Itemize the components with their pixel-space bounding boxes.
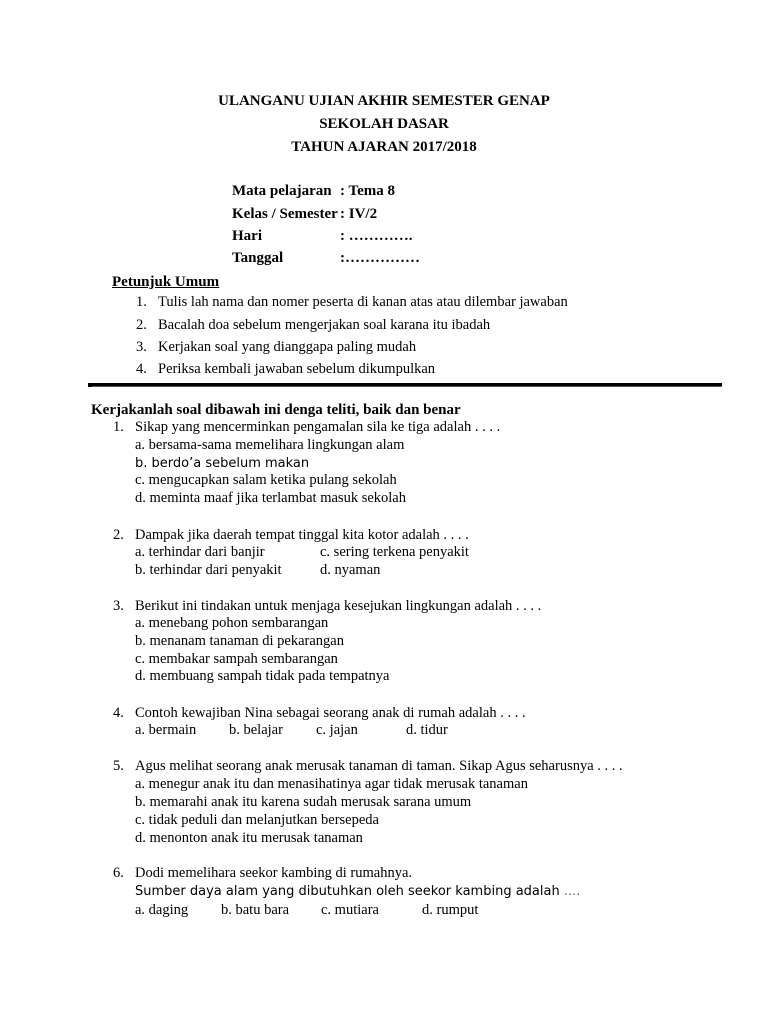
info-day (232, 228, 413, 245)
option-a: a. bermain (135, 722, 197, 738)
info-value: : Tema 8 (340, 183, 396, 199)
info-value: : …………. (340, 228, 413, 244)
instruction-item: 1. Tulis lah nama dan nomer peserta di kanan atas atau dilembar jawaban (136, 294, 568, 310)
question-6-continued: Sumber daya alam yang dibutuhkan oleh seekor kambing adalah .... (135, 884, 581, 899)
info-value: : IV/2 (340, 206, 378, 222)
option-b: b. menanam tanaman di pekarangan (135, 633, 344, 649)
question-1: 1. Sikap yang mencerminkan pengamalan sila ke tiga adalah . . . . (113, 419, 501, 435)
academic-year: TAHUN AJARAN 2017/2018 (291, 139, 477, 155)
info-label: Tanggal (232, 250, 284, 266)
school-level: SEKOLAH DASAR (319, 116, 449, 132)
option-b: b. batu bara (221, 902, 290, 918)
option-c: c. mengucapkan salam ketika pulang sekolah (135, 472, 397, 488)
option-d: d. meminta maaf jika terlambat masuk sekolah (135, 490, 406, 506)
info-label: Kelas / Semester (232, 206, 338, 222)
instruction-item: 4. Periksa kembali jawaban sebelum dikumpulkan (136, 361, 436, 377)
option-c: c. membakar sampah sembarangan (135, 651, 338, 667)
info-label: Mata pelajaran (232, 183, 332, 199)
question-2: 2. Dampak jika daerah tempat tinggal kita kotor adalah . . . . (113, 527, 469, 543)
question-6: 6. Dodi memelihara seekor kambing di rumahnya. (113, 865, 413, 881)
option-d: d. tidur (406, 722, 448, 738)
option-d: d. rumput (422, 902, 479, 918)
info-value: :…………… (340, 250, 420, 266)
info-label: Hari (232, 228, 262, 244)
section-title: Kerjakanlah soal dibawah ini denga teliti, baik dan benar (91, 402, 461, 418)
divider-shadow (92, 386, 722, 387)
info-date (232, 250, 420, 267)
option-b: b. berdo’a sebelum makan (135, 456, 310, 471)
instruction-item: 2. Bacalah doa sebelum mengerjakan soal karana itu ibadah (136, 317, 491, 333)
option-d: d. membuang sampah tidak pada tempatnya (135, 668, 390, 684)
option-a: a. menebang pohon sembarangan (135, 615, 329, 631)
option-c: c. mutiara (321, 902, 379, 918)
option-a: a. daging (135, 902, 189, 918)
option-c: c. jajan (316, 722, 358, 738)
info-subject (232, 183, 395, 200)
instructions-title: Petunjuk Umum (112, 274, 220, 290)
option-b: b. terhindar dari penyakit (135, 562, 282, 578)
question-4: 4. Contoh kewajiban Nina sebagai seorang anak di rumah adalah . . . . (113, 705, 526, 721)
option-a: a. menegur anak itu dan menasihatinya agar tidak merusak tanaman (135, 776, 528, 792)
option-d: d. nyaman (320, 562, 381, 578)
option-b: b. belajar (229, 722, 283, 738)
instruction-item: 3. Kerjakan soal yang dianggapa paling mudah (136, 339, 417, 355)
option-a: a. bersama-sama memelihara lingkungan alam (135, 437, 405, 453)
question-3: 3. Berikut ini tindakan untuk menjaga kesejukan lingkungan adalah . . . . (113, 598, 542, 614)
option-b: b. memarahi anak itu karena sudah merusak sarana umum (135, 794, 472, 810)
option-a: a. terhindar dari banjir (135, 544, 265, 560)
option-c: c. tidak peduli dan melanjutkan bersepeda (135, 812, 379, 828)
option-d: d. menonton anak itu merusak tanaman (135, 830, 363, 846)
question-5: 5. Agus melihat seorang anak merusak tanaman di taman. Sikap Agus seharusnya . . . . (113, 758, 623, 774)
info-class (232, 206, 377, 223)
exam-title: ULANGANU UJIAN AKHIR SEMESTER GENAP (218, 93, 550, 109)
option-c: c. sering terkena penyakit (320, 544, 469, 560)
